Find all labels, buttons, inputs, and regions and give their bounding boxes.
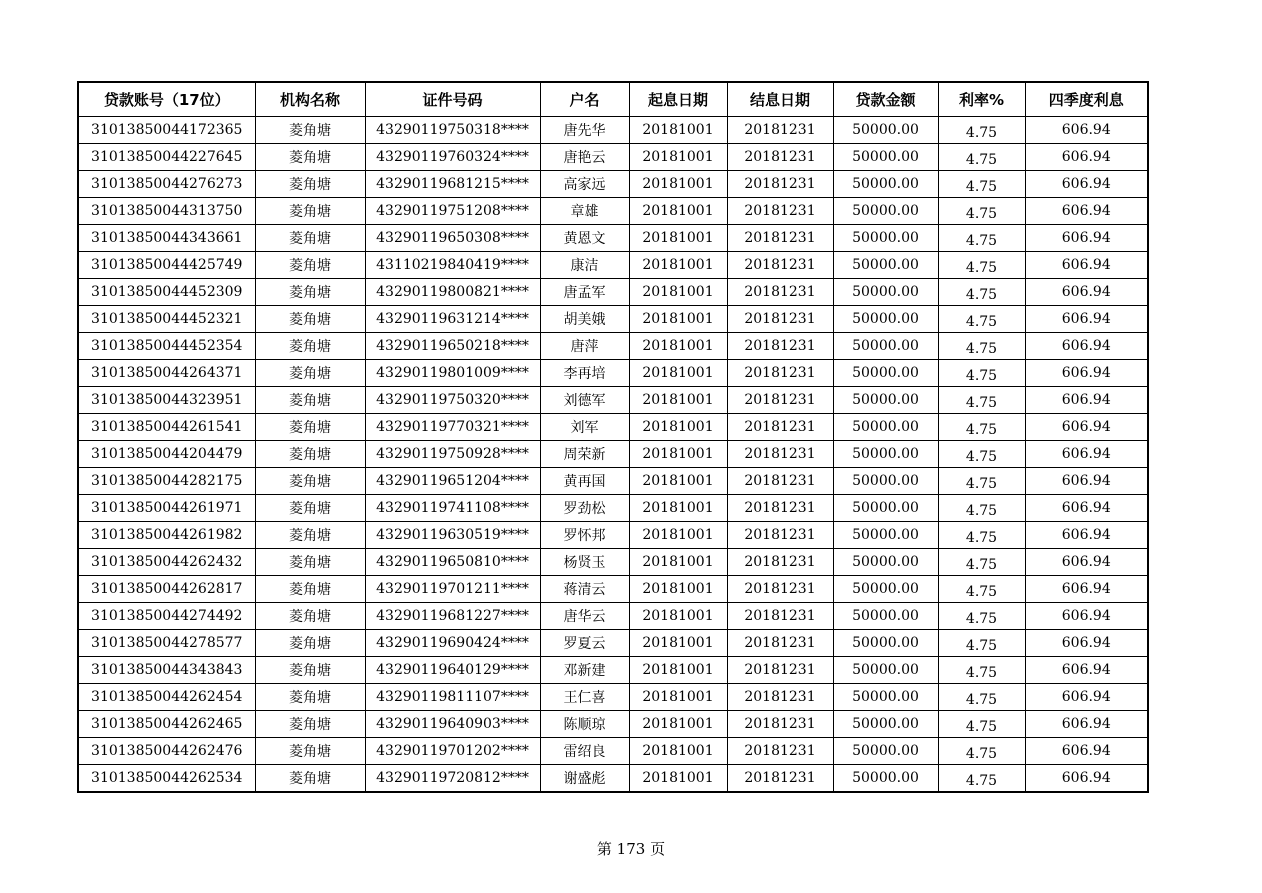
cell-start-date: 20181001 [629,225,727,252]
table-body [78,117,1148,793]
cell-institution: 菱角塘 [255,630,365,657]
cell-loan-amount: 50000.00 [833,549,938,576]
cell-start-date: 20181001 [629,441,727,468]
cell-interest-rate: 4.75 [938,117,1025,144]
cell-id-number: 43290119800821**** [365,279,540,306]
cell-interest-rate: 4.75 [938,711,1025,738]
cell-institution: 菱角塘 [255,495,365,522]
cell-end-date: 20181231 [727,630,833,657]
cell-institution: 菱角塘 [255,171,365,198]
page-number: 第 173 页 [596,840,666,858]
cell-q4-interest: 606.94 [1025,171,1148,198]
cell-end-date: 20181231 [727,657,833,684]
table-row [78,252,1148,279]
cell-id-number: 43290119741108**** [365,495,540,522]
cell-institution: 菱角塘 [255,279,365,306]
cell-institution: 菱角塘 [255,468,365,495]
cell-id-number: 43110219840419**** [365,252,540,279]
cell-loan-amount: 50000.00 [833,360,938,387]
cell-loan-account: 31013850044274492 [78,603,255,630]
table-row [78,522,1148,549]
loan-interest-table [77,81,1149,793]
cell-account-name: 刘德军 [540,387,629,414]
cell-account-name: 谢盛彪 [540,765,629,793]
cell-loan-amount: 50000.00 [833,279,938,306]
cell-interest-rate: 4.75 [938,225,1025,252]
cell-id-number: 43290119640903**** [365,711,540,738]
cell-loan-amount: 50000.00 [833,306,938,333]
cell-loan-account: 31013850044278577 [78,630,255,657]
table-row [78,630,1148,657]
cell-q4-interest: 606.94 [1025,279,1148,306]
cell-loan-account: 31013850044227645 [78,144,255,171]
header-institution: 机构名称 [255,82,365,117]
cell-start-date: 20181001 [629,576,727,603]
cell-id-number: 43290119701211**** [365,576,540,603]
table-row [78,225,1148,252]
cell-account-name: 杨贤玉 [540,549,629,576]
cell-interest-rate: 4.75 [938,360,1025,387]
cell-interest-rate: 4.75 [938,144,1025,171]
cell-loan-account: 31013850044262476 [78,738,255,765]
cell-id-number: 43290119760324**** [365,144,540,171]
cell-loan-account: 31013850044452354 [78,333,255,360]
cell-institution: 菱角塘 [255,549,365,576]
cell-account-name: 胡美娥 [540,306,629,333]
cell-q4-interest: 606.94 [1025,198,1148,225]
cell-account-name: 唐艳云 [540,144,629,171]
cell-loan-amount: 50000.00 [833,657,938,684]
cell-end-date: 20181231 [727,279,833,306]
cell-account-name: 黄恩文 [540,225,629,252]
table-row [78,603,1148,630]
cell-start-date: 20181001 [629,171,727,198]
cell-id-number: 43290119801009**** [365,360,540,387]
cell-start-date: 20181001 [629,306,727,333]
cell-interest-rate: 4.75 [938,630,1025,657]
cell-id-number: 43290119651204**** [365,468,540,495]
cell-account-name: 唐孟军 [540,279,629,306]
table-row [78,765,1148,793]
cell-start-date: 20181001 [629,414,727,441]
header-loan-amount: 贷款金额 [833,82,938,117]
cell-interest-rate: 4.75 [938,252,1025,279]
cell-id-number: 43290119811107**** [365,684,540,711]
cell-institution: 菱角塘 [255,225,365,252]
cell-start-date: 20181001 [629,468,727,495]
cell-start-date: 20181001 [629,333,727,360]
cell-end-date: 20181231 [727,333,833,360]
cell-interest-rate: 4.75 [938,603,1025,630]
table-row [78,360,1148,387]
cell-id-number: 43290119720812**** [365,765,540,793]
cell-end-date: 20181231 [727,549,833,576]
header-q4-interest: 四季度利息 [1025,82,1148,117]
cell-loan-amount: 50000.00 [833,117,938,144]
cell-institution: 菱角塘 [255,738,365,765]
cell-account-name: 陈顺琼 [540,711,629,738]
cell-end-date: 20181231 [727,711,833,738]
cell-account-name: 蒋清云 [540,576,629,603]
cell-end-date: 20181231 [727,117,833,144]
cell-account-name: 章雄 [540,198,629,225]
cell-loan-account: 31013850044452309 [78,279,255,306]
cell-account-name: 罗夏云 [540,630,629,657]
cell-interest-rate: 4.75 [938,765,1025,793]
cell-start-date: 20181001 [629,630,727,657]
cell-q4-interest: 606.94 [1025,522,1148,549]
cell-start-date: 20181001 [629,198,727,225]
cell-loan-amount: 50000.00 [833,387,938,414]
cell-loan-amount: 50000.00 [833,711,938,738]
cell-id-number: 43290119770321**** [365,414,540,441]
cell-id-number: 43290119630519**** [365,522,540,549]
cell-account-name: 雷绍良 [540,738,629,765]
cell-loan-amount: 50000.00 [833,333,938,360]
cell-id-number: 43290119650308**** [365,225,540,252]
table-row [78,306,1148,333]
cell-loan-account: 31013850044343661 [78,225,255,252]
cell-start-date: 20181001 [629,360,727,387]
cell-loan-account: 31013850044282175 [78,468,255,495]
cell-id-number: 43290119681227**** [365,603,540,630]
cell-start-date: 20181001 [629,387,727,414]
cell-interest-rate: 4.75 [938,414,1025,441]
cell-end-date: 20181231 [727,252,833,279]
cell-loan-account: 31013850044262817 [78,576,255,603]
header-account-name: 户名 [540,82,629,117]
cell-end-date: 20181231 [727,495,833,522]
cell-start-date: 20181001 [629,144,727,171]
table-row [78,279,1148,306]
table-row [78,441,1148,468]
cell-end-date: 20181231 [727,738,833,765]
cell-account-name: 李再培 [540,360,629,387]
cell-institution: 菱角塘 [255,360,365,387]
cell-loan-account: 31013850044172365 [78,117,255,144]
cell-id-number: 43290119701202**** [365,738,540,765]
cell-q4-interest: 606.94 [1025,549,1148,576]
cell-q4-interest: 606.94 [1025,576,1148,603]
table-row [78,333,1148,360]
cell-loan-amount: 50000.00 [833,225,938,252]
cell-q4-interest: 606.94 [1025,495,1148,522]
cell-account-name: 周荣新 [540,441,629,468]
cell-institution: 菱角塘 [255,117,365,144]
cell-loan-account: 31013850044204479 [78,441,255,468]
cell-interest-rate: 4.75 [938,684,1025,711]
cell-loan-account: 31013850044323951 [78,387,255,414]
cell-interest-rate: 4.75 [938,576,1025,603]
cell-loan-account: 31013850044425749 [78,252,255,279]
cell-institution: 菱角塘 [255,522,365,549]
table-header-row [78,82,1148,117]
cell-loan-amount: 50000.00 [833,198,938,225]
cell-interest-rate: 4.75 [938,171,1025,198]
cell-id-number: 43290119640129**** [365,657,540,684]
cell-id-number: 43290119750318**** [365,117,540,144]
table-row [78,144,1148,171]
cell-loan-account: 31013850044313750 [78,198,255,225]
cell-end-date: 20181231 [727,522,833,549]
cell-end-date: 20181231 [727,684,833,711]
cell-account-name: 唐先华 [540,117,629,144]
cell-q4-interest: 606.94 [1025,684,1148,711]
cell-q4-interest: 606.94 [1025,468,1148,495]
header-loan-account: 贷款账号（17位） [78,82,255,117]
cell-account-name: 唐萍 [540,333,629,360]
header-interest-rate: 利率% [938,82,1025,117]
cell-institution: 菱角塘 [255,252,365,279]
cell-end-date: 20181231 [727,144,833,171]
cell-interest-rate: 4.75 [938,495,1025,522]
cell-end-date: 20181231 [727,171,833,198]
cell-account-name: 康洁 [540,252,629,279]
cell-loan-amount: 50000.00 [833,468,938,495]
cell-account-name: 高家远 [540,171,629,198]
table-row [78,495,1148,522]
cell-q4-interest: 606.94 [1025,603,1148,630]
table-row [78,468,1148,495]
table-row [78,171,1148,198]
table-row [78,657,1148,684]
cell-loan-amount: 50000.00 [833,414,938,441]
cell-start-date: 20181001 [629,549,727,576]
table-row [78,738,1148,765]
cell-loan-amount: 50000.00 [833,603,938,630]
cell-end-date: 20181231 [727,414,833,441]
cell-loan-amount: 50000.00 [833,252,938,279]
cell-loan-amount: 50000.00 [833,765,938,793]
cell-q4-interest: 606.94 [1025,711,1148,738]
cell-institution: 菱角塘 [255,441,365,468]
cell-end-date: 20181231 [727,765,833,793]
cell-loan-amount: 50000.00 [833,441,938,468]
cell-account-name: 唐华云 [540,603,629,630]
cell-account-name: 黄再国 [540,468,629,495]
cell-loan-amount: 50000.00 [833,144,938,171]
cell-interest-rate: 4.75 [938,441,1025,468]
cell-institution: 菱角塘 [255,306,365,333]
table-row [78,117,1148,144]
table-row [78,198,1148,225]
cell-start-date: 20181001 [629,279,727,306]
table-row [78,549,1148,576]
cell-institution: 菱角塘 [255,387,365,414]
header-end-date: 结息日期 [727,82,833,117]
cell-end-date: 20181231 [727,198,833,225]
cell-account-name: 罗劲松 [540,495,629,522]
cell-q4-interest: 606.94 [1025,630,1148,657]
cell-q4-interest: 606.94 [1025,225,1148,252]
cell-institution: 菱角塘 [255,414,365,441]
cell-institution: 菱角塘 [255,711,365,738]
cell-loan-amount: 50000.00 [833,684,938,711]
cell-id-number: 43290119650810**** [365,549,540,576]
cell-institution: 菱角塘 [255,765,365,793]
cell-loan-account: 31013850044262465 [78,711,255,738]
cell-institution: 菱角塘 [255,198,365,225]
cell-interest-rate: 4.75 [938,306,1025,333]
cell-loan-account: 31013850044261971 [78,495,255,522]
cell-loan-account: 31013850044262432 [78,549,255,576]
cell-q4-interest: 606.94 [1025,144,1148,171]
cell-end-date: 20181231 [727,387,833,414]
cell-id-number: 43290119750320**** [365,387,540,414]
cell-start-date: 20181001 [629,522,727,549]
cell-end-date: 20181231 [727,306,833,333]
cell-end-date: 20181231 [727,576,833,603]
cell-institution: 菱角塘 [255,144,365,171]
cell-q4-interest: 606.94 [1025,657,1148,684]
cell-start-date: 20181001 [629,603,727,630]
cell-start-date: 20181001 [629,495,727,522]
cell-interest-rate: 4.75 [938,198,1025,225]
cell-account-name: 王仁喜 [540,684,629,711]
cell-institution: 菱角塘 [255,657,365,684]
cell-interest-rate: 4.75 [938,387,1025,414]
cell-q4-interest: 606.94 [1025,360,1148,387]
cell-id-number: 43290119681215**** [365,171,540,198]
cell-id-number: 43290119650218**** [365,333,540,360]
cell-end-date: 20181231 [727,603,833,630]
cell-interest-rate: 4.75 [938,468,1025,495]
cell-interest-rate: 4.75 [938,279,1025,306]
cell-loan-account: 31013850044343843 [78,657,255,684]
table-row [78,576,1148,603]
cell-loan-account: 31013850044262534 [78,765,255,793]
table-row [78,387,1148,414]
cell-institution: 菱角塘 [255,684,365,711]
cell-interest-rate: 4.75 [938,738,1025,765]
header-id-number: 证件号码 [365,82,540,117]
cell-q4-interest: 606.94 [1025,117,1148,144]
cell-start-date: 20181001 [629,252,727,279]
cell-account-name: 罗怀邦 [540,522,629,549]
cell-q4-interest: 606.94 [1025,333,1148,360]
cell-account-name: 邓新建 [540,657,629,684]
cell-loan-account: 31013850044276273 [78,171,255,198]
cell-end-date: 20181231 [727,225,833,252]
cell-end-date: 20181231 [727,360,833,387]
cell-loan-amount: 50000.00 [833,522,938,549]
table-row [78,711,1148,738]
cell-loan-amount: 50000.00 [833,171,938,198]
cell-id-number: 43290119750928**** [365,441,540,468]
cell-institution: 菱角塘 [255,333,365,360]
cell-start-date: 20181001 [629,684,727,711]
cell-q4-interest: 606.94 [1025,765,1148,793]
cell-q4-interest: 606.94 [1025,414,1148,441]
cell-q4-interest: 606.94 [1025,738,1148,765]
cell-loan-account: 31013850044261541 [78,414,255,441]
cell-account-name: 刘军 [540,414,629,441]
cell-q4-interest: 606.94 [1025,387,1148,414]
cell-loan-amount: 50000.00 [833,495,938,522]
cell-start-date: 20181001 [629,657,727,684]
cell-id-number: 43290119631214**** [365,306,540,333]
table-row [78,684,1148,711]
cell-start-date: 20181001 [629,711,727,738]
cell-interest-rate: 4.75 [938,522,1025,549]
cell-loan-account: 31013850044261982 [78,522,255,549]
cell-interest-rate: 4.75 [938,333,1025,360]
cell-interest-rate: 4.75 [938,657,1025,684]
cell-loan-amount: 50000.00 [833,630,938,657]
cell-id-number: 43290119751208**** [365,198,540,225]
cell-start-date: 20181001 [629,765,727,793]
cell-loan-amount: 50000.00 [833,576,938,603]
cell-loan-account: 31013850044264371 [78,360,255,387]
cell-q4-interest: 606.94 [1025,441,1148,468]
cell-end-date: 20181231 [727,468,833,495]
cell-institution: 菱角塘 [255,603,365,630]
cell-start-date: 20181001 [629,738,727,765]
cell-loan-account: 31013850044262454 [78,684,255,711]
cell-q4-interest: 606.94 [1025,306,1148,333]
cell-loan-amount: 50000.00 [833,738,938,765]
cell-id-number: 43290119690424**** [365,630,540,657]
cell-q4-interest: 606.94 [1025,252,1148,279]
cell-end-date: 20181231 [727,441,833,468]
cell-start-date: 20181001 [629,117,727,144]
cell-interest-rate: 4.75 [938,549,1025,576]
cell-loan-account: 31013850044452321 [78,306,255,333]
header-start-date: 起息日期 [629,82,727,117]
cell-institution: 菱角塘 [255,576,365,603]
table-row [78,414,1148,441]
